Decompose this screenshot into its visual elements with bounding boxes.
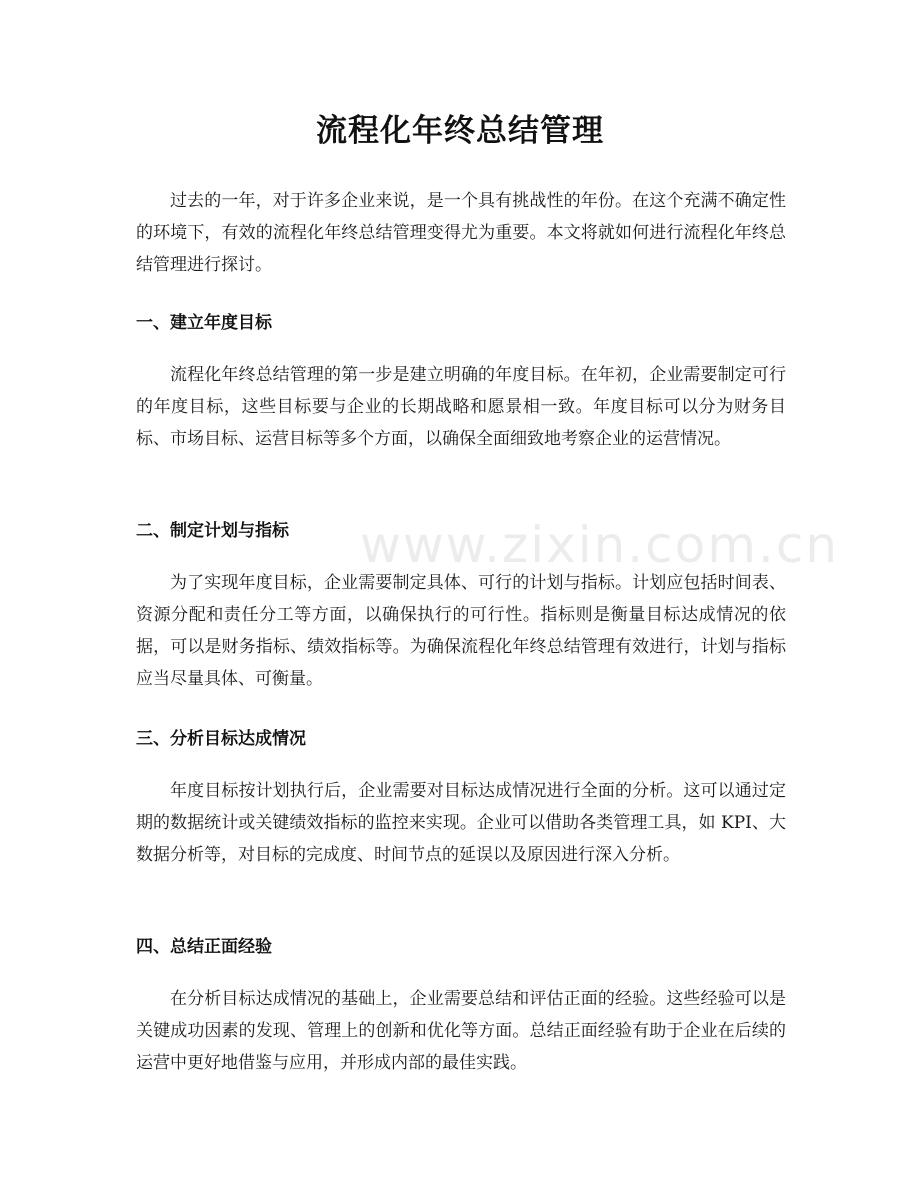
intro-paragraph: 过去的一年，对于许多企业来说，是一个具有挑战性的年份。在这个充满不确定性的环境下，有效的流程化年终总结管理变得尤为重要。本文将就如何进行流程化年终总结管理进行探讨。 xyxy=(136,191,786,275)
section-heading-2: 二、制定计划与指标 xyxy=(136,521,289,541)
section-body-4: 在分析目标达成情况的基础上，企业需要总结和评估正面的经验。这些经验可以是关键成功因素的发现、管理上的创新和优化等方面。总结正面经验有助于企业在后续的运营中更好地借鉴与应用，并形成内部的最佳实践。 xyxy=(136,989,786,1073)
watermark: www.zixin.com.cn xyxy=(360,516,840,574)
section-heading-4: 四、总结正面经验 xyxy=(136,937,272,957)
section-body-1: 流程化年终总结管理的第一步是建立明确的年度目标。在年初，企业需要制定可行的年度目标，这些目标要与企业的长期战略和愿景相一致。年度目标可以分为财务目标、市场目标、运营目标等多个方面，以确保全面细致地考察企业的运营情况。 xyxy=(136,365,786,449)
document-title: 流程化年终总结管理 xyxy=(316,113,604,149)
section-body-3: 年度目标按计划执行后，企业需要对目标达成情况进行全面的分析。这可以通过定期的数据统计或关键绩效指标的监控来实现。企业可以借助各类管理工具，如 KPI、大数据分析等，对目标的完成度、时间节点的延误以及原因进行深入分析。 xyxy=(136,781,786,865)
section-heading-3: 三、分析目标达成情况 xyxy=(136,729,306,749)
section-body-2: 为了实现年度目标，企业需要制定具体、可行的计划与指标。计划应包括时间表、资源分配和责任分工等方面，以确保执行的可行性。指标则是衡量目标达成情况的依据，可以是财务指标、绩效指标等。为确保流程化年终总结管理有效进行，计划与指标应当尽量具体、可衡量。 xyxy=(136,573,786,689)
section-heading-1: 一、建立年度目标 xyxy=(136,313,272,333)
